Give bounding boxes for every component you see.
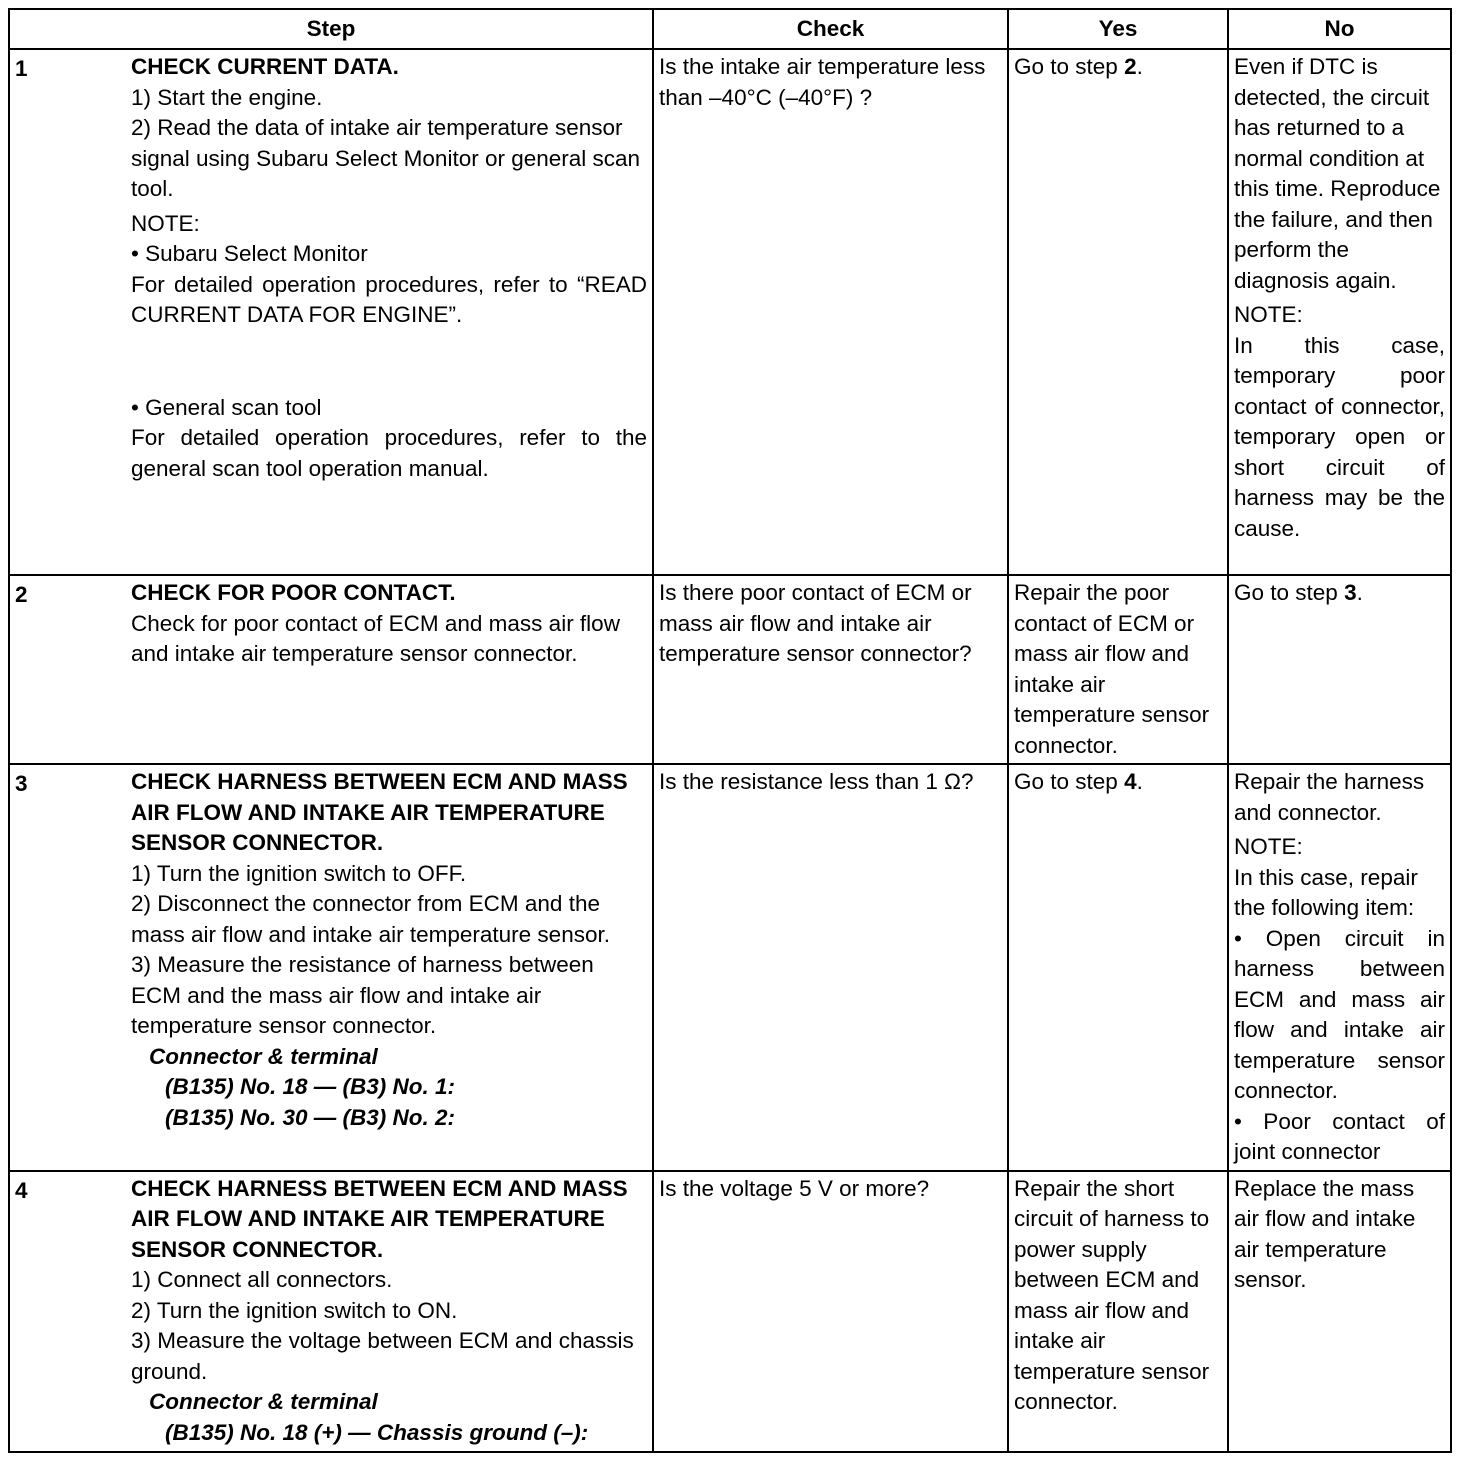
step-line: 1) Connect all connectors.	[131, 1267, 393, 1292]
no-text: Replace the mass air flow and intake air temperature sensor.	[1234, 1175, 1416, 1292]
header-no: No	[1228, 9, 1451, 49]
no-cell	[1228, 1171, 1451, 1452]
yes-text: Repair the short circuit of harness to power supply between ECM and mass air flow and intake air temperature sensor connector.	[1014, 1175, 1210, 1414]
no-step-ref: 3	[1344, 580, 1357, 605]
step-title: CHECK HARNESS BETWEEN ECM AND MASS AIR FLOW AND INTAKE AIR TEMPERATURE SENSOR CONNECTOR.	[131, 769, 628, 855]
step-line: 3) Measure the resistance of harness between ECM and the mass air flow and intake air temperature sensor connector.	[131, 952, 594, 1038]
yes-cell	[1008, 49, 1228, 575]
no-text: Even if DTC is detected, the circuit has returned to a normal condition at this time. Reproduce the failure, and then perform the diagnosis again.	[1234, 54, 1441, 293]
note-label: NOTE:	[131, 210, 200, 236]
step-line: 2) Turn the ignition switch to ON.	[131, 1297, 458, 1323]
step-line: 1) Start the engine.	[131, 84, 323, 110]
no-note-label: NOTE:	[1234, 834, 1303, 859]
step-cell	[9, 1171, 653, 1452]
check-cell	[653, 49, 1008, 575]
check-cell	[653, 575, 1008, 764]
yes-cell	[1008, 1171, 1228, 1452]
step-number: 1	[15, 56, 28, 81]
step-cell	[9, 575, 653, 764]
connector-item: (B135) No. 30 — (B3) No. 2:	[165, 1104, 456, 1130]
step-line: Check for poor contact of ECM and mass air flow and intake air temperature sensor connector.	[131, 610, 620, 666]
step-number: 4	[15, 1177, 28, 1203]
no-text: Go to step	[1234, 580, 1345, 605]
no-text-suffix: .	[1356, 580, 1363, 605]
step-cell	[9, 764, 653, 1171]
step-line: 2) Disconnect the connector from ECM and the mass air flow and intake air temperature sensor.	[131, 891, 610, 947]
check-cell	[653, 1171, 1008, 1452]
header-check: Check	[653, 9, 1008, 49]
note-text: For detailed operation procedures, refer to the general scan tool operation manual.	[131, 425, 647, 481]
step-number: 3	[15, 771, 28, 796]
yes-cell	[1008, 575, 1228, 764]
step-title: CHECK FOR POOR CONTACT.	[131, 580, 456, 605]
table-row	[9, 764, 1451, 1171]
connector-item: (B135) No. 18 — (B3) No. 1:	[165, 1074, 456, 1099]
check-text: Is the intake air temperature less than –40°C (–40°F) ?	[659, 54, 986, 110]
yes-text: Go to step	[1014, 769, 1125, 794]
check-text: Is the resistance less than 1 Ω?	[659, 769, 974, 794]
connector-item: (B135) No. 18 (+) — Chassis ground (–):	[165, 1419, 589, 1445]
table-row	[9, 49, 1451, 575]
no-cell	[1228, 764, 1451, 1171]
step-line: 1) Turn the ignition switch to OFF.	[131, 860, 467, 886]
table-row	[9, 575, 1451, 764]
step-line: 2) Read the data of intake air temperature sensor signal using Subaru Select Monitor or general scan tool.	[131, 115, 641, 201]
header-step: Step	[9, 9, 653, 49]
note-bullet: • General scan tool	[131, 394, 322, 420]
no-bullet: • Poor contact of joint connector	[1234, 1108, 1445, 1164]
header-yes: Yes	[1008, 9, 1228, 49]
check-text: Is there poor contact of ECM or mass air flow and intake air temperature sensor connector?	[659, 580, 972, 666]
yes-text: Go to step	[1014, 54, 1125, 79]
step-title: CHECK HARNESS BETWEEN ECM AND MASS AIR FLOW AND INTAKE AIR TEMPERATURE SENSOR CONNECTOR.	[131, 1175, 628, 1262]
no-cell	[1228, 49, 1451, 575]
check-text: Is the voltage 5 V or more?	[659, 1175, 930, 1201]
no-note-text: In this case, temporary poor contact of connector, temporary open or short circuit of harness may be the cause.	[1234, 332, 1445, 541]
step-title: CHECK CURRENT DATA.	[131, 54, 399, 79]
step-line: 3) Measure the voltage between ECM and chassis ground.	[131, 1328, 634, 1384]
no-text: Repair the harness and connector.	[1234, 769, 1425, 825]
no-bullet: • Open circuit in harness between ECM and mass air flow and intake air temperature sensor connector.	[1234, 925, 1445, 1103]
no-note-text: In this case, repair the following item:	[1234, 864, 1418, 920]
connector-heading: Connector & terminal	[149, 1389, 378, 1414]
step-number: 2	[15, 582, 28, 607]
yes-text: Repair the poor contact of ECM or mass air flow and intake air temperature sensor connector.	[1014, 580, 1210, 758]
no-note-label: NOTE:	[1234, 302, 1303, 327]
diagnostic-table	[8, 8, 1452, 1453]
check-cell	[653, 764, 1008, 1171]
table-row	[9, 1171, 1451, 1452]
yes-text-suffix: .	[1136, 769, 1143, 794]
step-cell	[9, 49, 653, 575]
header-row	[9, 9, 1451, 49]
yes-text-suffix: .	[1136, 54, 1143, 79]
yes-step-ref: 4	[1124, 769, 1137, 794]
yes-step-ref: 2	[1124, 54, 1137, 79]
no-cell	[1228, 575, 1451, 764]
connector-heading: Connector & terminal	[149, 1043, 378, 1069]
note-text: For detailed operation procedures, refer to “READ CURRENT DATA FOR ENGINE”.	[131, 271, 647, 327]
yes-cell	[1008, 764, 1228, 1171]
note-bullet: • Subaru Select Monitor	[131, 241, 368, 266]
